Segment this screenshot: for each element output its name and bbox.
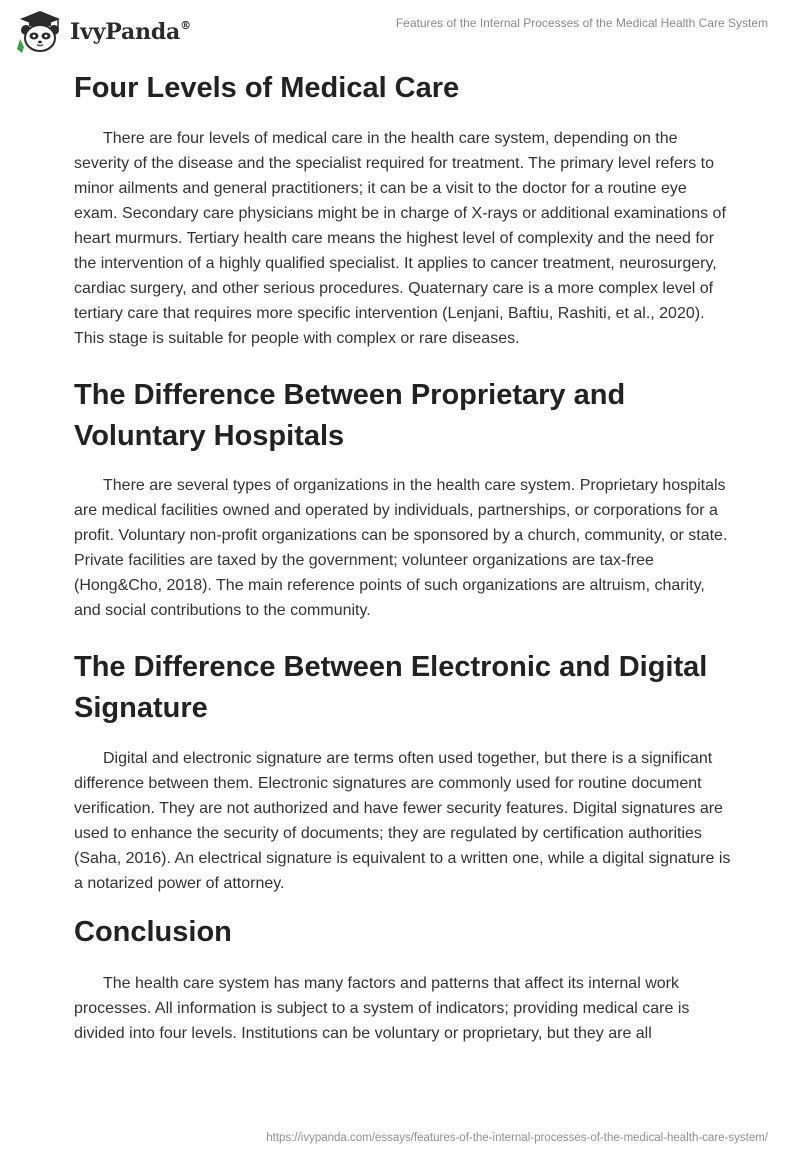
brand-logo-link[interactable] (14, 9, 191, 55)
document-title: Features of the Internal Processes of the Medical Health Care System (395, 16, 768, 30)
essay-content (74, 68, 734, 1046)
section-paragraph: The health care system has many factors and patterns that affect its internal work processes. All information is subject to a system of indicators; providing medical care is divided into four levels. Institutions can be voluntary or proprietary, but they are all (74, 975, 690, 1042)
section-paragraph: There are four levels of medical care in the health care system, depending on the severity of the disease and the specialist required for treatment. The primary level refers to minor ailments and general practitioners; it can be a visit to the doctor for a routine eye exam. Secondary care physicians might be in charge of X-rays or additional examinations of heart murmurs. Tertiary health care means the highest level of complexity and the need for the intervention of a highly qualified specialist. It applies to cancer treatment, neurosurgery, cardiac surgery, and other serious procedures. Quaternary care is a more complex level of tertiary care that requires more specific intervention (Lenjani, Baftiu, Rashiti, et al., 2020). This stage is suitable for people with complex or rare diseases. (74, 130, 726, 347)
section-heading: The Difference Between Electronic and Digital Signature (74, 651, 708, 724)
section-levels-of-care (74, 68, 734, 351)
section-hospital-types (74, 375, 734, 623)
section-heading: The Difference Between Proprietary and Voluntary Hospitals (74, 379, 626, 452)
brand-name: IvyPanda® (70, 18, 191, 45)
section-paragraph: There are several types of organizations in the health care system. Proprietary hospitals are medical facilities owned and operated by individuals, partnerships, or corporations for a profit. Voluntary non-profit organizations can be sponsored by a church, community, or state. Private facilities are taxed by the government; volunteer organizations are tax-free (Hong&Cho, 2018). The main reference points of such organizations are altruism, charity, and social contributions to the community. (74, 477, 728, 619)
section-conclusion (74, 912, 734, 1046)
page-header (0, 0, 800, 62)
section-heading: Conclusion (74, 916, 232, 948)
source-url-link[interactable]: https://ivypanda.com/essays/features-of-the-internal-processes-of-the-medical-health-care-system/ (266, 1132, 768, 1144)
section-paragraph: Digital and electronic signature are terms often used together, but there is a significant difference between them. Electronic signatures are commonly used for routine document verification. They are not authorized and have fewer security features. Digital signatures are used to enhance the security of documents; they are regulated by certification authorities (Saha, 2016). An electrical signature is equivalent to a written one, while a digital signature is a notarized power of attorney. (74, 750, 731, 892)
panda-graduate-logo-icon (14, 9, 66, 55)
section-signatures (74, 647, 734, 896)
section-heading: Four Levels of Medical Care (74, 72, 460, 104)
